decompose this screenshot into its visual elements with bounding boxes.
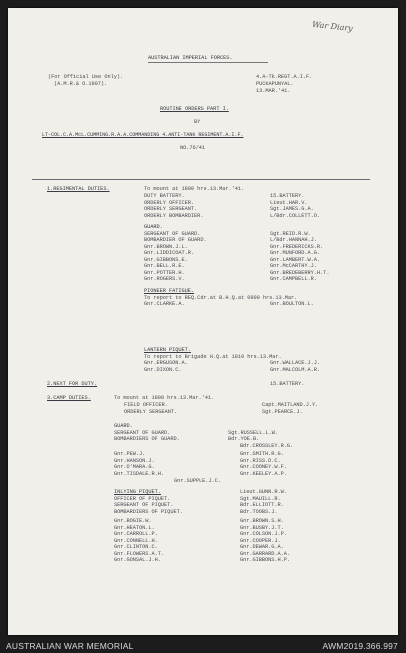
camp-gunner: Gnr.SUPPLE.J.C. (174, 477, 221, 484)
document-title: AUSTRALIAN IMPERIAL FORCES. (148, 55, 233, 61)
picquet-member: Gnr.DIXON.C. (144, 366, 182, 373)
camp-assignee: Sgt.PEARCE.J. (262, 408, 303, 415)
camp-gunner: Gnr.HANSON.J. (114, 457, 155, 464)
guard-member: Gnr.LIDDICOAT.R. (144, 250, 195, 256)
camp-assignee: Capt.MAITLAND.J.Y. (262, 402, 319, 408)
piquet-gunner: Gnr.GARRARD.A.A. (240, 550, 291, 557)
guard-member: Gnr.BELL.R.E. (144, 263, 185, 269)
camp-gunner: Gnr.COONEY.W.F. (240, 464, 287, 470)
archive-name: AUSTRALIAN WAR MEMORIAL (6, 641, 134, 651)
picquet-instruction: To report to Brigade H.Q.at 1810 hrs.13.Mar. (144, 353, 282, 360)
piquet-gunner: Gnr.CARROLL.P. (114, 531, 158, 537)
official-use-note: (For Official Use Only). (48, 74, 124, 80)
inlying-piquet-heading: INLYING PIQUET. (114, 489, 161, 495)
guard-member: Gnr.McCARTHY.J. (270, 263, 317, 269)
fatigue-member: Gnr.CLARKE.A. (144, 301, 185, 307)
fatigue-member: Gnr.BOULTON.L. (270, 301, 314, 307)
camp-role: ORDERLY SERGEANT. (124, 408, 178, 415)
regulation-ref: (A.M.R.& O.1907). (54, 81, 108, 87)
camp-gunner: Gnr.PEW.J. (114, 451, 146, 457)
unit-name: 4.A-Tk.REGT.A.I.F. (256, 74, 313, 80)
camp-gunner: Gnr.O'MARA.G. (114, 464, 155, 470)
guard-member: Gnr.CAMPBELL.R. (270, 276, 317, 282)
camp-guard-heading: GUARD. (114, 423, 133, 429)
divider (32, 179, 370, 180)
section-camp-duties: 3.CAMP DUTIES. (47, 395, 91, 401)
fatigue-instruction: To report to REQ.Cdr.at B.H.Q.at 0900 hrs.13.Mar. (144, 294, 298, 301)
inlying-assignee: Bdr.TOOBS.J. (240, 508, 278, 515)
duty-role: DUTY BATTERY. (144, 193, 185, 199)
duty-assignee: L/Bdr.COLLETT.O. (270, 212, 321, 219)
piquet-gunner: Gnr.COLSON.J.P. (240, 531, 287, 537)
orders-title: ROUTINE ORDERS PART I. (160, 106, 229, 112)
guard-member: Gnr.MUNFORD.A.G. (270, 250, 321, 256)
inlying-role: SERGEANT OF PIQUET. (114, 502, 174, 508)
archive-footer (0, 637, 406, 653)
piquet-gunner: Gnr.HEATON.L. (114, 524, 155, 531)
inlying-role: BOMBARDIERS OF PIQUET. (114, 508, 183, 515)
piquet-gunner: Gnr.FLOWERS.A.T. (114, 550, 165, 557)
picquet-member: Gnr.WALLACE.J.J. (270, 360, 321, 366)
guard-heading: GUARD. (144, 224, 163, 230)
handwritten-note: War Diary (311, 19, 354, 34)
guard-role: SERGEANT OF GUARD. (144, 230, 201, 237)
guard-member: Gnr.POTTER.H. (144, 269, 185, 276)
camp-gunner: Gnr.SMITH.R.G. (240, 451, 284, 457)
next-for-duty-value: 15.BATTERY. (270, 381, 305, 387)
section-next-for-duty: 2.NEXT FOR DUTY. (47, 381, 98, 387)
fatigue-heading: PIONEER FATIGUE. (144, 288, 195, 294)
duty-role: ORDERLY SERGEANT. (144, 206, 198, 212)
piquet-gunner: Gnr.CLINTON.C. (114, 544, 158, 550)
order-number: NO.76/41 (180, 145, 206, 151)
piquet-gunner: Gnr.BOGIE.W. (114, 518, 152, 524)
camp-role: FIELD OFFICER. (124, 402, 168, 408)
location: PUCKAPUNYAL. (256, 81, 294, 87)
guard-member: Gnr.GIBBONS.E. (144, 256, 188, 263)
piquet-gunner: Gnr.CONNELL.H. (114, 537, 158, 544)
commander-line: LT-COL.C.A.McL.CUMMING.R.A.A.COMMANDING 4.ANTI-TANK REGIMENT.A.I.F. (42, 132, 244, 138)
piquet-gunner: Gnr.BROWN.S.H. (240, 518, 284, 524)
lantern-picquet-heading: LANTERN PIQUET. (144, 347, 191, 353)
guard-assignee: Sgt.REID.R.W. (270, 230, 311, 237)
guard-member: Gnr.BREDEBERRY.H.T. (270, 269, 330, 276)
picquet-member: Gnr.MALCOLM.A.R. (270, 366, 321, 373)
inlying-assignee: Bdr.ELLIOTT.R. (240, 502, 284, 508)
guard-member: Gnr.BROWN.J.L. (144, 243, 188, 250)
camp-guard-assignee: Sgt.RUSSELL.L.W. (228, 429, 279, 436)
archive-reference: AWM2019.366.997 (322, 641, 398, 651)
inlying-assignee: Sgt.MAUILL.R. (240, 495, 281, 502)
by-label: BY (194, 119, 201, 125)
camp-guard-assignee: Bdr.YOE.B. (228, 436, 260, 442)
duty-role: ORDERLY BOMBARDIER. (144, 212, 204, 219)
guard-member: Gnr.FREDERICKS.R. (270, 243, 324, 250)
camp-gunner: Gnr.KEELEY.A.P. (240, 470, 287, 477)
piquet-gunner: Gnr.DEWAR.G.A. (240, 544, 284, 550)
piquet-gunner: Gnr.GIBBONS.H.P. (240, 557, 291, 563)
piquet-gunner: Gnr.COOPER.J. (240, 537, 281, 544)
camp-guard-role: SERGEANT OF GUARD. (114, 429, 171, 436)
s1-mount-line: To mount at 1800 hrs.13.Mar.'41. (144, 186, 245, 192)
duty-assignee: 15.BATTERY. (270, 193, 305, 199)
picquet-member: Gnr.ERGUSON.A. (144, 360, 188, 366)
guard-member: Gnr.LAMBERT.W.A. (270, 256, 321, 263)
guard-member: Gnr.ROGERS.V. (144, 276, 185, 282)
camp-gunner: Gnr.RISS.D.C. (240, 457, 281, 464)
order-date: 13.MAR.'41. (256, 88, 291, 94)
camp-guard-role: BOMBARDIERS OF GUARD. (114, 436, 180, 442)
piquet-gunner: Gnr.GONSAL.J.H. (114, 557, 161, 563)
duty-assignee: Lieut.HAR.V. (270, 199, 308, 206)
document-page (8, 8, 398, 635)
camp-guard-assignee: Bdr.CROSSLEY.R.G. (240, 442, 294, 449)
guard-role: BOMBARDIER OF GUARD. (144, 237, 207, 243)
inlying-role: OFFICER OF PIQUET. (114, 495, 171, 502)
duty-role: ORDERLY OFFICER. (144, 199, 195, 206)
duty-assignee: Sgt.JAMES.G.A. (270, 206, 314, 212)
camp-gunner: Gnr.TISDALE.R.H. (114, 470, 165, 477)
guard-assignee: L/Bdr.HANNAH.J. (270, 237, 317, 243)
piquet-gunner: Gnr.BUSBY.J.T. (240, 524, 284, 531)
inlying-assignee: Lieut.GUNN.R.W. (240, 489, 287, 495)
section-regimental-duties: 1.REGIMENTAL DUTIES. (47, 186, 110, 192)
s3-mount-line: To mount at 1800 hrs.13.Mar.'41. (114, 395, 215, 401)
